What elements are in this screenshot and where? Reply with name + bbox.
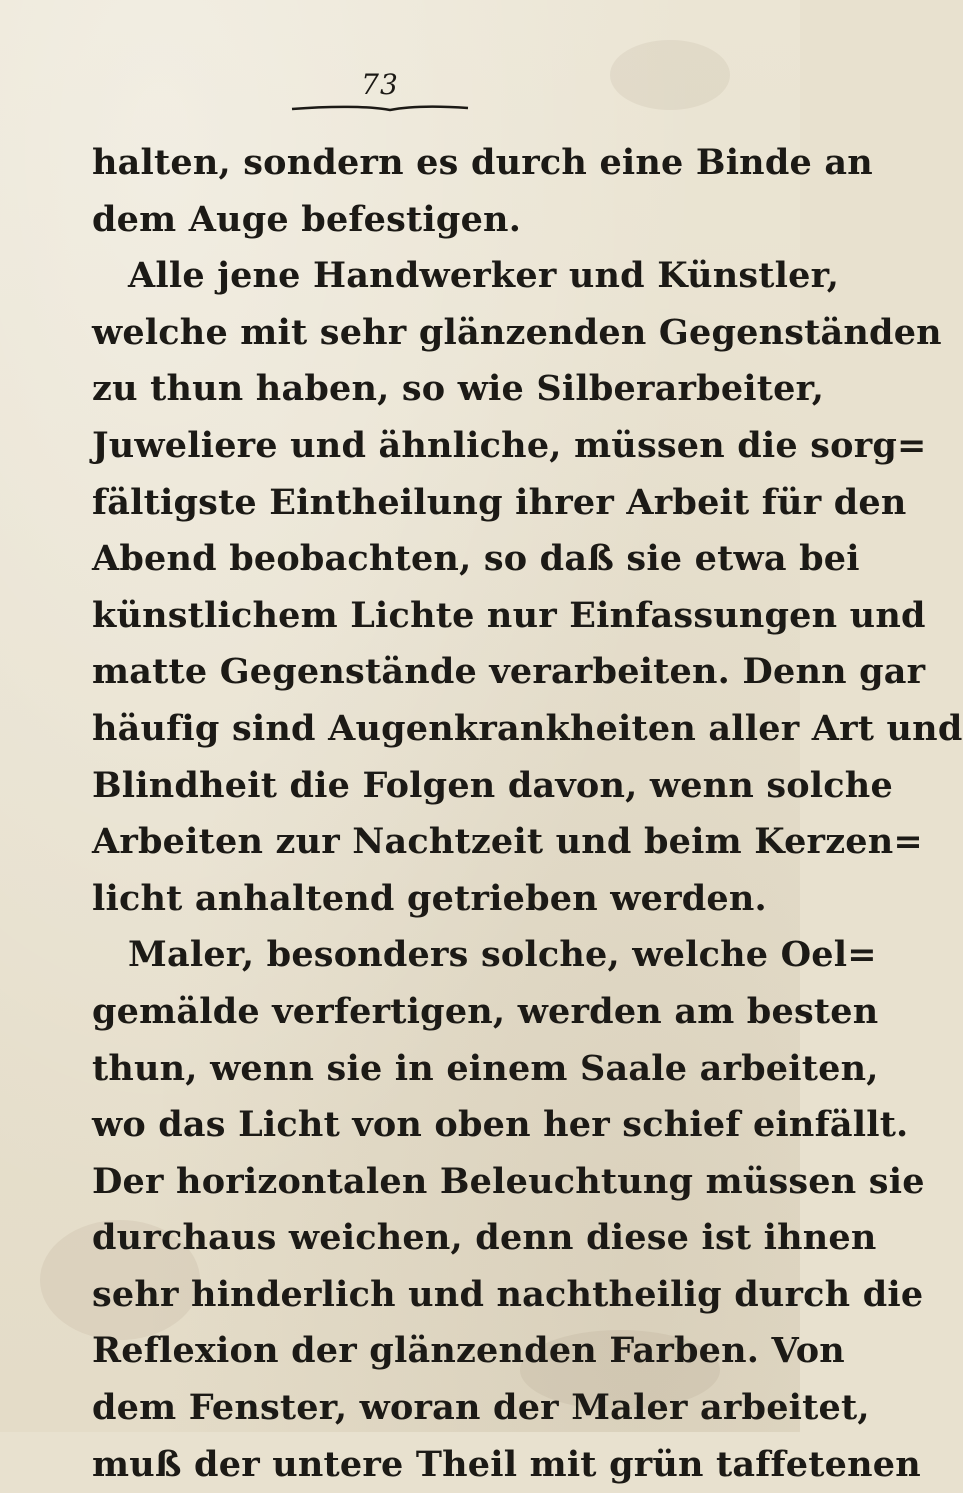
text-line: licht anhaltend getrieben werden. <box>92 877 767 919</box>
page-number-rule <box>290 104 470 112</box>
paper-stain <box>610 40 730 110</box>
page-number: 73 <box>361 68 399 101</box>
body-text <box>92 135 963 1493</box>
text-line: Der horizontalen Beleuchtung müssen sie <box>92 1160 925 1202</box>
text-line: dem Auge befestigen. <box>92 198 522 240</box>
text-line: fältigste Eintheilung ihrer Arbeit für den <box>92 481 907 523</box>
text-line: Reflexion der glänzenden Farben. Von <box>92 1330 845 1372</box>
text-line: Arbeiten zur Nachtzeit und beim Kerzen= <box>92 821 923 863</box>
text-line: zu thun haben, so wie Silberarbeiter, <box>92 368 825 410</box>
text-line: gemälde verfertigen, werden am besten <box>92 990 879 1032</box>
text-line: sehr hinderlich und nachtheilig durch die <box>92 1273 924 1315</box>
text-line: Maler, besonders solche, welche Oel= <box>128 934 877 976</box>
text-line: Juweliere und ähnliche, müssen die sorg= <box>92 424 927 466</box>
text-line: häufig sind Augenkrankheiten aller Art und <box>92 707 963 749</box>
text-line: wo das Licht von oben her schief einfällt. <box>92 1104 909 1146</box>
text-line: dem Fenster, woran der Maler arbeitet, <box>92 1387 870 1429</box>
text-line: thun, wenn sie in einem Saale arbeiten, <box>92 1047 879 1089</box>
text-line: matte Gegenstände verarbeiten. Denn gar <box>92 651 926 693</box>
text-line: muß der untere Theil mit grün taffetenen <box>92 1443 921 1485</box>
text-line: künstlichem Lichte nur Einfassungen und <box>92 594 926 636</box>
text-line: halten, sondern es durch eine Binde an <box>92 142 873 183</box>
text-line: welche mit sehr glänzenden Gegenständen <box>92 311 942 353</box>
text-line: durchaus weichen, denn diese ist ihnen <box>92 1217 877 1259</box>
text-line: Abend beobachten, so daß sie etwa bei <box>92 538 860 580</box>
text-line: Alle jene Handwerker und Künstler, <box>128 255 840 297</box>
text-line: Blindheit die Folgen davon, wenn solche <box>92 764 893 806</box>
